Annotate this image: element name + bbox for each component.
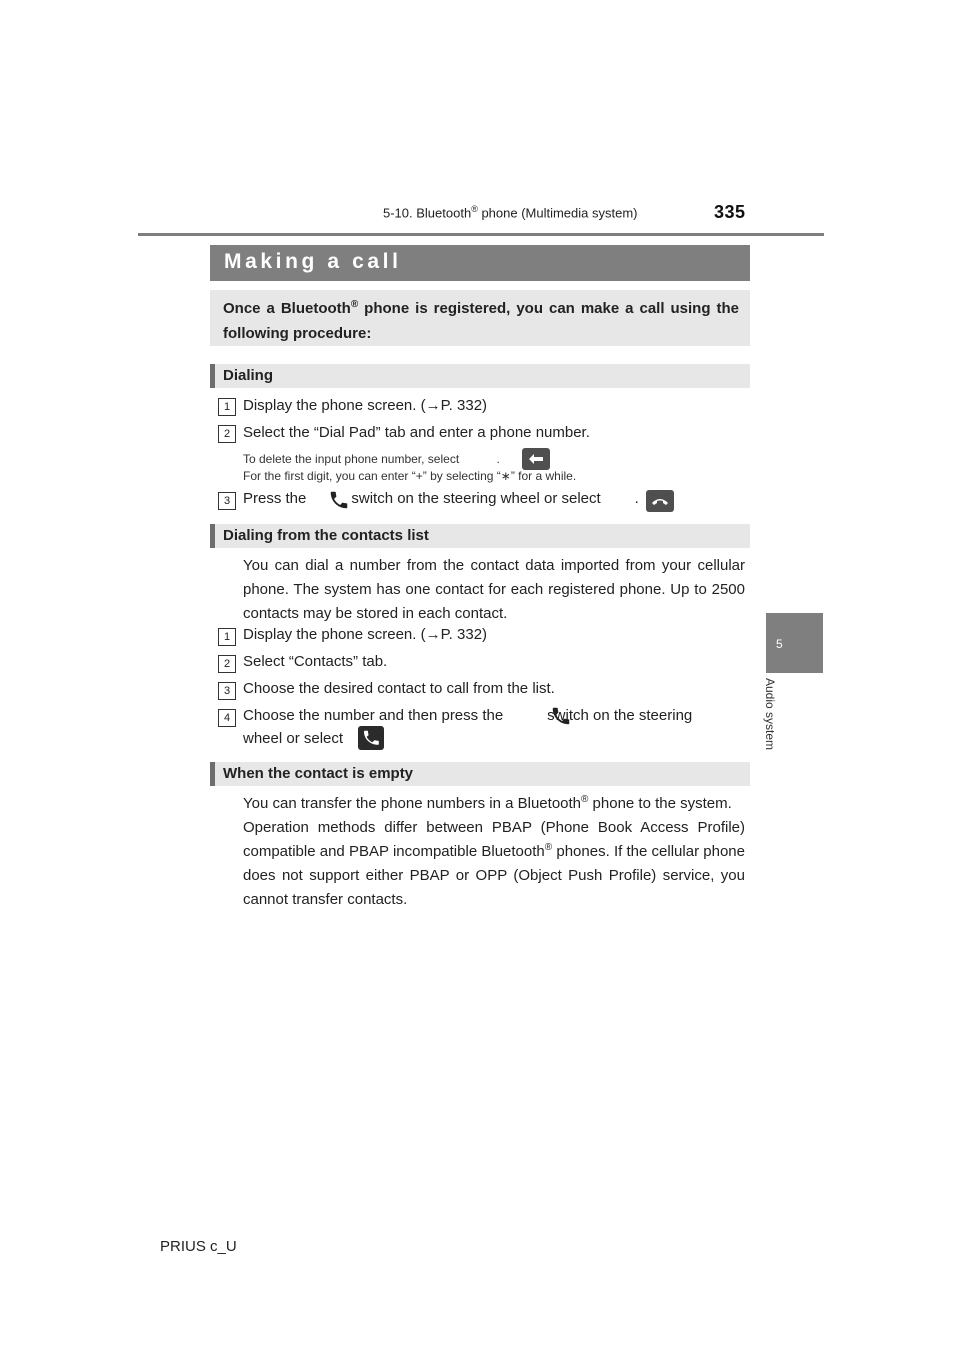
contacts-step-4a: Choose the number and then press the switch on the steering <box>243 707 693 724</box>
dialing-step-3: Press the switch on the steering wheel or select . <box>243 490 639 507</box>
contacts-step-2: Select “Contacts” tab. <box>243 653 388 670</box>
step-badge: 4 <box>218 709 236 727</box>
chapter-label: Audio system <box>763 678 777 751</box>
step-badge: 1 <box>218 398 236 416</box>
dialing-note-2: For the first digit, you can enter “+” by selecting “∗” for a while. <box>243 469 577 483</box>
call-button-icon <box>358 726 384 750</box>
page-number: 335 <box>714 202 746 222</box>
empty-heading-text: When the contact is empty <box>223 765 414 782</box>
contacts-step-1: Display the phone screen. (→P. 332) <box>243 626 488 643</box>
model-code: PRIUS c_U <box>160 1238 237 1255</box>
phone-switch-icon <box>550 705 572 732</box>
arrow-icon: → <box>425 397 441 414</box>
contacts-step-4b: wheel or select <box>243 730 344 747</box>
heading-accent <box>210 364 215 388</box>
page-title: Making a call <box>224 250 402 273</box>
dialing-note-1: To delete the input phone number, select . <box>243 452 500 466</box>
hang-up-icon <box>646 490 674 512</box>
backspace-icon <box>522 448 550 470</box>
contacts-paragraph: You can dial a number from the contact data imported from your cellular phone. The system has one contact for each registered phone. Up to 2500 contacts may be stored in each contact. <box>243 557 745 622</box>
dialing-step-2: Select the “Dial Pad” tab and enter a phone number. <box>243 424 590 441</box>
chapter-tab <box>766 613 823 673</box>
dialing-heading <box>210 364 750 388</box>
step-badge: 2 <box>218 655 236 673</box>
chapter-number: 5 <box>776 637 783 651</box>
step-badge: 2 <box>218 425 236 443</box>
intro-text: Once a Bluetooth® phone is registered, you can make a call using the following procedure: <box>223 299 739 342</box>
header-divider <box>138 233 824 236</box>
empty-heading <box>210 762 750 786</box>
phone-switch-icon <box>328 489 350 516</box>
contacts-step-3: Choose the desired contact to call from the list. <box>243 680 555 697</box>
step-badge: 3 <box>218 682 236 700</box>
arrow-icon: → <box>425 626 441 643</box>
section-title: 5-10. Bluetooth® phone (Multimedia system) <box>383 204 638 221</box>
empty-paragraph: You can transfer the phone numbers in a Bluetooth® phone to the system. Operation methods differ between PBAP (Phone Book Access Profile) compatible and PBAP incompatible Bluetooth® phones. If the cellular phone does not support either PBAP or OPP (Object Push Profile) service, you cannot transfer contacts. <box>243 794 745 908</box>
dialing-step-1: Display the phone screen. (→P. 332) <box>243 397 488 414</box>
step-badge: 3 <box>218 492 236 510</box>
contacts-heading-text: Dialing from the contacts list <box>223 527 429 544</box>
contacts-heading <box>210 524 750 548</box>
heading-accent <box>210 762 215 786</box>
dialing-heading-text: Dialing <box>223 367 274 384</box>
heading-accent <box>210 524 215 548</box>
step-badge: 1 <box>218 628 236 646</box>
